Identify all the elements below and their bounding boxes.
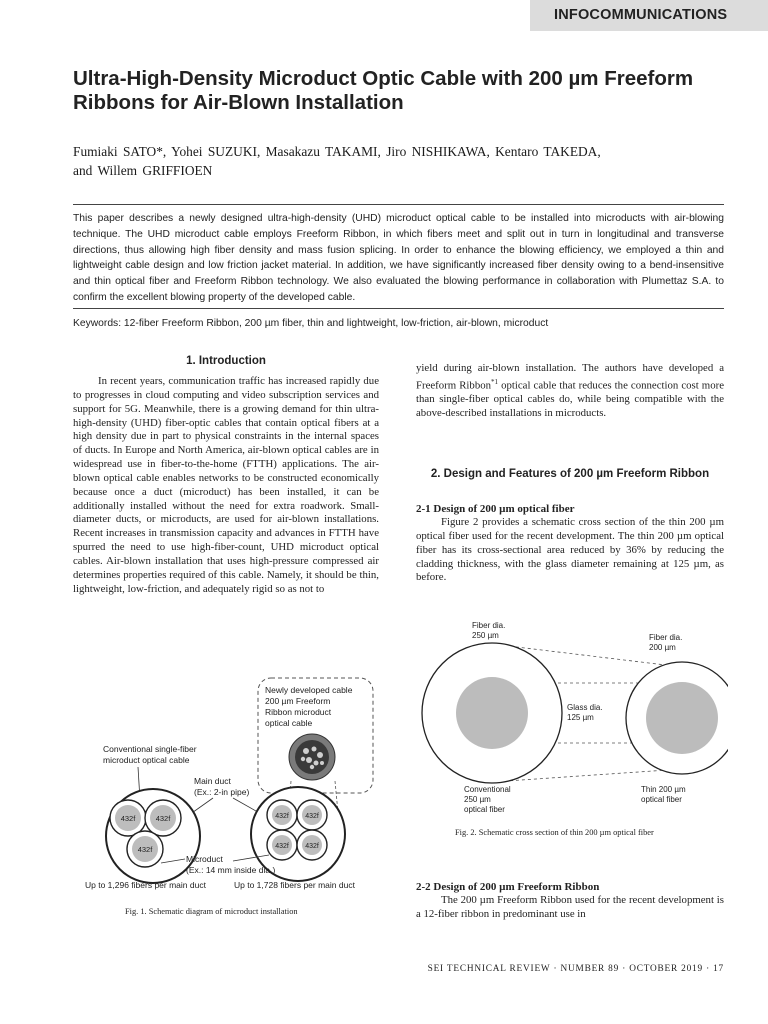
figure-2-diagram bbox=[412, 615, 728, 825]
new-cable-label-1: Newly developed cable bbox=[265, 685, 353, 695]
abstract: This paper describes a newly designed ultra-high-density (UHD) microduct optical cable to be installed into microducts with air-blowing technique. The UHD microduct cable employs Freeform Ribbon, in which fibers meet and split out in turn in longitudinal and transverse directions, thus allowing high fiber density and mass fusion splicing. In order to enhance the blowing efficiency, we employed a thin and lightweight cable design and low friction jacket material. In addition, we have significantly increased fiber density owing to a bend-insensitive and thin optical fiber and Freeform Ribbon technology. We also evaluated the blowing performance in collaboration with Plumettaz S.A. to confirm the excellent blowing property of the developed cable. bbox=[73, 213, 724, 303]
authors-line-1: Fumiaki SATO*, Yohei SUZUKI, Masakazu TAKAMI, Jiro NISHIKAWA, Kentaro TAKEDA, bbox=[73, 144, 601, 159]
cell-label: 432f bbox=[137, 845, 153, 854]
cell-label: 432f bbox=[305, 813, 319, 820]
main-duct-label-2: (Ex.: 2-in pipe) bbox=[194, 787, 250, 797]
conventional-label-2: 250 µm bbox=[464, 795, 491, 804]
fiber-250-label-2: 250 µm bbox=[472, 631, 499, 640]
new-cable-label-4: optical cable bbox=[265, 718, 313, 728]
conventional-fiber-section bbox=[422, 643, 562, 783]
microduct-label-1: Microduct bbox=[186, 854, 223, 864]
fiber-200-label-1: Fiber dia. bbox=[649, 633, 683, 642]
thin-fiber-section bbox=[626, 662, 728, 774]
thin-fiber-label-2: optical fiber bbox=[641, 795, 682, 804]
fiber-250-label-1: Fiber dia. bbox=[472, 621, 506, 630]
intro-continuation bbox=[416, 362, 724, 421]
cell-label: 432f bbox=[305, 843, 319, 850]
sub-2-2-heading: 2-2 Design of 200 µm Freeform Ribbon bbox=[416, 881, 600, 893]
author-list bbox=[73, 142, 713, 180]
sub-2-2-paragraph: The 200 µm Freeform Ribbon used for the recent development is a 12-fiber ribbon in predominant use in bbox=[416, 894, 724, 920]
section-banner bbox=[530, 0, 768, 31]
conventional-label-3: optical fiber bbox=[464, 805, 505, 814]
conventional-label-1: Conventional single-fiber bbox=[103, 744, 197, 754]
fiber-200-label-2: 200 µm bbox=[649, 643, 676, 652]
article-title: Ultra-High-Density Microduct Optic Cable with 200 µm Freeform Ribbons for Air-Blown Installation bbox=[73, 67, 694, 114]
design-heading: 2. Design and Features of 200 µm Freeform Ribbon bbox=[430, 468, 710, 480]
new-cable-label-2: 200 µm Freeform bbox=[265, 696, 331, 706]
cell-label: 432f bbox=[275, 843, 289, 850]
figure-2-caption: Fig. 2. Schematic cross section of thin 200 µm optical fiber bbox=[455, 828, 654, 837]
left-fiber-count: Up to 1,296 fibers per main duct bbox=[85, 880, 206, 890]
footnote-marker: *1 bbox=[491, 377, 499, 386]
cell-label: 432f bbox=[275, 813, 289, 820]
microduct-label-2: (Ex.: 14 mm inside dia.) bbox=[186, 865, 276, 875]
new-cable-label-3: Ribbon microduct bbox=[265, 707, 332, 717]
intro-cont-text-b: optical cable that reduces the connection cost more than single-fiber optical cables do, while being compatible with the above-described installations in microducts. bbox=[416, 379, 724, 420]
authors-line-2: and Willem GRIFFIOEN bbox=[73, 163, 213, 178]
cell-label: 432f bbox=[155, 814, 171, 823]
abstract-top-rule bbox=[73, 204, 724, 205]
section-label: INFOCOMMUNICATIONS bbox=[554, 7, 728, 23]
cable-cross-section bbox=[289, 734, 335, 780]
figure-1-diagram bbox=[73, 675, 383, 915]
intro-heading: 1. Introduction bbox=[186, 355, 266, 367]
conventional-label-2: microduct optical cable bbox=[103, 755, 190, 765]
glass-label-1: Glass dia. bbox=[567, 703, 603, 712]
conventional-label-1: Conventional bbox=[464, 785, 511, 794]
keywords: Keywords: 12-fiber Freeform Ribbon, 200 µm fiber, thin and lightweight, low-friction, air-blown, microduct bbox=[73, 318, 549, 329]
figure-1-caption: Fig. 1. Schematic diagram of microduct installation bbox=[125, 907, 298, 916]
glass-label-2: 125 µm bbox=[567, 713, 594, 722]
thin-fiber-label-1: Thin 200 µm bbox=[641, 785, 686, 794]
sub-2-1-paragraph: Figure 2 provides a schematic cross section of the thin 200 µm optical fiber used for the recent development. The thin 200 µm optical fiber has its cross-sectional area reduced by 36% by reducing the cladding thickness, with the glass diameter remaining at 125 µm, as before. bbox=[416, 516, 724, 584]
main-duct-label-1: Main duct bbox=[194, 776, 231, 786]
page-footer: SEI TECHNICAL REVIEW · NUMBER 89 · OCTOBER 2019 · 17 bbox=[427, 964, 724, 974]
cell-label: 432f bbox=[120, 814, 136, 823]
intro-paragraph: In recent years, communication traffic has increased rapidly due to progresses in cloud computing and video subscription services and support for 5G. Meanwhile, there is a growing demand for thin ultra-high-density (UHD) fiber-optic cables that contain optical fibers at a high density due in part to physical constraints in the internal spaces of ducts. In Europe and North America, air-blown optical cables are in widespread use in fiber-to-the-home (FTTH) applications. The air-blown optical cable enables networks to be constructed economically because once a duct (microduct) has been installed, it can be additionally installed without the need for extra roadwork. Small-diameter ducts, or microducts, are used for air-blown installations. Recent increases in transmission capacity and advances in FTTH have spurred the need to use high-fiber-count, UHD microduct optical cables. Air-blown installation that uses high-pressure compressed air determines properties required of this cable. Namely, it should be thin, lightweight, low-friction, and adequately rigid so as not to bbox=[73, 375, 379, 595]
abstract-bottom-rule bbox=[73, 308, 724, 309]
intro-cont-text-a: yield during air-blown installation. The authors have developed a Freeform Ribbon bbox=[416, 362, 724, 392]
sub-2-1-heading: 2-1 Design of 200 µm optical fiber bbox=[416, 503, 575, 515]
right-fiber-count: Up to 1,728 fibers per main duct bbox=[234, 880, 355, 890]
